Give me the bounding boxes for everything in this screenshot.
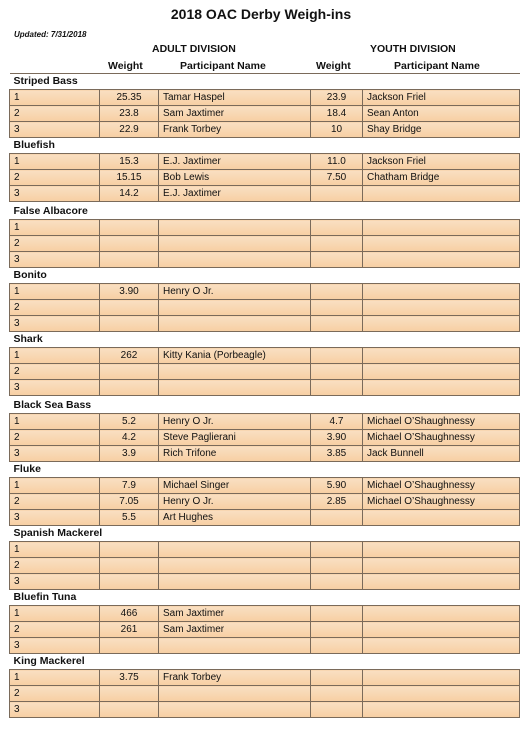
adult-weight-cell [100, 574, 159, 590]
species-name: False Albacore [10, 202, 520, 220]
adult-weight-cell: 5.5 [100, 510, 159, 526]
adult-participant-cell: Art Hughes [159, 510, 311, 526]
adult-weight-cell [100, 364, 159, 380]
adult-participant-cell [159, 638, 311, 654]
youth-participant-cell [363, 186, 520, 202]
youth-participant-cell: Jackson Friel [363, 90, 520, 106]
adult-weight-cell [100, 220, 159, 236]
youth-weight-cell [311, 380, 363, 396]
species-name: King Mackerel [10, 654, 520, 670]
adult-weight-cell: 14.2 [100, 186, 159, 202]
adult-participant-cell: Henry O Jr. [159, 414, 311, 430]
youth-weight-cell [311, 670, 363, 686]
youth-weight-cell: 18.4 [311, 106, 363, 122]
youth-participant-cell [363, 574, 520, 590]
adult-participant-cell: Frank Torbey [159, 122, 311, 138]
table-row [10, 122, 520, 138]
youth-weight-cell: 4.7 [311, 414, 363, 430]
table-row [10, 220, 520, 236]
rank-cell: 3 [10, 574, 100, 590]
adult-participant-header: Participant Name [180, 60, 266, 72]
youth-participant-cell [363, 236, 520, 252]
youth-participant-cell [363, 622, 520, 638]
adult-weight-cell: 5.2 [100, 414, 159, 430]
rank-cell: 3 [10, 702, 100, 718]
adult-weight-cell [100, 702, 159, 718]
youth-participant-cell: Michael O’Shaughnessy [363, 430, 520, 446]
adult-participant-cell: Rich Trifone [159, 446, 311, 462]
adult-weight-cell [100, 686, 159, 702]
table-row [10, 380, 520, 396]
adult-participant-cell: E.J. Jaxtimer [159, 186, 311, 202]
adult-weight-cell [100, 542, 159, 558]
table-row [10, 542, 520, 558]
adult-weight-cell [100, 638, 159, 654]
table-row [10, 670, 520, 686]
table-row [10, 622, 520, 638]
adult-participant-cell [159, 316, 311, 332]
table-row [10, 702, 520, 718]
species-name: Bluefish [10, 138, 520, 154]
youth-weight-cell [311, 686, 363, 702]
youth-participant-cell: Sean Anton [363, 106, 520, 122]
rank-cell: 2 [10, 364, 100, 380]
youth-division-heading: YOUTH DIVISION [370, 43, 456, 55]
page-title: 2018 OAC Derby Weigh-ins [170, 6, 352, 22]
table-row [10, 316, 520, 332]
adult-participant-cell: Steve Paglierani [159, 430, 311, 446]
section-header-row [10, 202, 520, 220]
adult-weight-cell: 7.9 [100, 478, 159, 494]
rank-cell: 3 [10, 122, 100, 138]
table-row [10, 90, 520, 106]
adult-weight-cell: 466 [100, 606, 159, 622]
weigh-ins-table [9, 73, 520, 718]
adult-participant-cell [159, 574, 311, 590]
section-header-row [10, 138, 520, 154]
adult-participant-cell: Frank Torbey [159, 670, 311, 686]
youth-participant-cell [363, 606, 520, 622]
adult-participant-cell [159, 686, 311, 702]
rank-cell: 1 [10, 220, 100, 236]
youth-participant-cell: Michael O’Shaughnessy [363, 494, 520, 510]
section-header-row [10, 332, 520, 348]
species-name: Shark [10, 332, 520, 348]
adult-weight-cell [100, 558, 159, 574]
section-header-row [10, 462, 520, 478]
updated-date: Updated: 7/31/2018 [14, 30, 87, 39]
adult-participant-cell [159, 364, 311, 380]
table-row [10, 236, 520, 252]
rank-cell: 2 [10, 622, 100, 638]
adult-participant-cell [159, 252, 311, 268]
rank-cell: 3 [10, 316, 100, 332]
species-name: Bluefin Tuna [10, 590, 520, 606]
species-name: Bonito [10, 268, 520, 284]
adult-participant-cell: Sam Jaxtimer [159, 106, 311, 122]
adult-weight-cell: 261 [100, 622, 159, 638]
youth-weight-cell [311, 186, 363, 202]
rank-cell: 1 [10, 90, 100, 106]
youth-weight-cell: 11.0 [311, 154, 363, 170]
youth-weight-header: Weight [316, 60, 351, 72]
youth-weight-cell [311, 574, 363, 590]
youth-participant-cell: Shay Bridge [363, 122, 520, 138]
youth-participant-cell: Chatham Bridge [363, 170, 520, 186]
rank-cell: 2 [10, 686, 100, 702]
adult-weight-cell: 3.9 [100, 446, 159, 462]
table-row [10, 606, 520, 622]
youth-participant-cell [363, 316, 520, 332]
youth-weight-cell: 23.9 [311, 90, 363, 106]
adult-participant-cell: Henry O Jr. [159, 494, 311, 510]
table-row [10, 478, 520, 494]
youth-weight-cell [311, 558, 363, 574]
adult-participant-cell: Michael Singer [159, 478, 311, 494]
rank-cell: 2 [10, 430, 100, 446]
youth-weight-cell: 5.90 [311, 478, 363, 494]
rank-cell: 2 [10, 300, 100, 316]
rank-cell: 1 [10, 478, 100, 494]
species-name: Black Sea Bass [10, 396, 520, 414]
adult-weight-cell: 15.3 [100, 154, 159, 170]
section-header-row [10, 74, 520, 90]
adult-participant-cell [159, 702, 311, 718]
table-row [10, 348, 520, 364]
youth-participant-cell [363, 510, 520, 526]
youth-weight-cell [311, 316, 363, 332]
table-row [10, 430, 520, 446]
adult-weight-cell: 22.9 [100, 122, 159, 138]
youth-participant-cell: Michael O’Shaughnessy [363, 414, 520, 430]
rank-cell: 1 [10, 542, 100, 558]
youth-participant-cell [363, 364, 520, 380]
adult-participant-cell [159, 220, 311, 236]
section-header-row [10, 396, 520, 414]
adult-weight-cell [100, 380, 159, 396]
rank-cell: 1 [10, 606, 100, 622]
youth-participant-cell [363, 542, 520, 558]
rank-cell: 3 [10, 446, 100, 462]
youth-participant-cell: Michael O’Shaughnessy [363, 478, 520, 494]
youth-weight-cell: 10 [311, 122, 363, 138]
section-header-row [10, 590, 520, 606]
rank-cell: 1 [10, 348, 100, 364]
adult-participant-cell [159, 380, 311, 396]
rank-cell: 2 [10, 494, 100, 510]
table-row [10, 106, 520, 122]
rank-cell: 1 [10, 284, 100, 300]
table-row [10, 364, 520, 380]
youth-participant-cell [363, 638, 520, 654]
section-header-row [10, 268, 520, 284]
youth-participant-cell [363, 252, 520, 268]
youth-weight-cell [311, 252, 363, 268]
adult-weight-cell [100, 300, 159, 316]
youth-weight-cell: 3.90 [311, 430, 363, 446]
section-header-row [10, 526, 520, 542]
youth-participant-cell [363, 670, 520, 686]
youth-weight-cell [311, 236, 363, 252]
table-row [10, 300, 520, 316]
rank-cell: 2 [10, 170, 100, 186]
species-name: Spanish Mackerel [10, 526, 520, 542]
table-row [10, 186, 520, 202]
youth-weight-cell [311, 638, 363, 654]
adult-participant-cell: Kitty Kania (Porbeagle) [159, 348, 311, 364]
rank-cell: 2 [10, 236, 100, 252]
table-row [10, 154, 520, 170]
youth-weight-cell: 3.85 [311, 446, 363, 462]
rank-cell: 3 [10, 510, 100, 526]
youth-weight-cell [311, 622, 363, 638]
rank-cell: 2 [10, 558, 100, 574]
adult-participant-cell [159, 300, 311, 316]
youth-participant-cell [363, 558, 520, 574]
youth-weight-cell [311, 364, 363, 380]
adult-participant-cell: Sam Jaxtimer [159, 622, 311, 638]
youth-weight-cell [311, 300, 363, 316]
youth-participant-cell: Jackson Friel [363, 154, 520, 170]
youth-weight-cell [311, 284, 363, 300]
adult-weight-cell [100, 236, 159, 252]
adult-participant-cell [159, 542, 311, 558]
rank-cell: 2 [10, 106, 100, 122]
adult-weight-cell: 262 [100, 348, 159, 364]
youth-participant-cell [363, 348, 520, 364]
adult-participant-cell: Sam Jaxtimer [159, 606, 311, 622]
adult-participant-cell [159, 236, 311, 252]
table-row [10, 558, 520, 574]
adult-participant-cell: E.J. Jaxtimer [159, 154, 311, 170]
youth-participant-cell [363, 686, 520, 702]
adult-participant-cell: Tamar Haspel [159, 90, 311, 106]
rank-cell: 3 [10, 638, 100, 654]
youth-participant-cell [363, 702, 520, 718]
table-row [10, 574, 520, 590]
youth-weight-cell [311, 510, 363, 526]
rank-cell: 3 [10, 186, 100, 202]
rank-cell: 1 [10, 414, 100, 430]
adult-participant-cell: Bob Lewis [159, 170, 311, 186]
adult-weight-cell: 3.75 [100, 670, 159, 686]
youth-weight-cell [311, 606, 363, 622]
rank-cell: 3 [10, 380, 100, 396]
adult-weight-cell: 3.90 [100, 284, 159, 300]
adult-weight-cell [100, 316, 159, 332]
youth-weight-cell: 7.50 [311, 170, 363, 186]
youth-weight-cell: 2.85 [311, 494, 363, 510]
adult-participant-cell: Henry O Jr. [159, 284, 311, 300]
adult-weight-cell: 7.05 [100, 494, 159, 510]
section-header-row [10, 654, 520, 670]
table-row [10, 494, 520, 510]
youth-weight-cell [311, 542, 363, 558]
adult-weight-cell [100, 252, 159, 268]
table-row [10, 284, 520, 300]
youth-weight-cell [311, 348, 363, 364]
table-row [10, 446, 520, 462]
rank-cell: 1 [10, 670, 100, 686]
adult-weight-cell: 15.15 [100, 170, 159, 186]
table-row [10, 170, 520, 186]
adult-weight-cell: 23.8 [100, 106, 159, 122]
youth-participant-cell [363, 300, 520, 316]
youth-participant-cell [363, 220, 520, 236]
rank-cell: 3 [10, 252, 100, 268]
adult-weight-cell: 4.2 [100, 430, 159, 446]
youth-participant-header: Participant Name [394, 60, 480, 72]
table-row [10, 414, 520, 430]
species-name: Fluke [10, 462, 520, 478]
youth-participant-cell: Jack Bunnell [363, 446, 520, 462]
table-row [10, 686, 520, 702]
table-row [10, 252, 520, 268]
youth-participant-cell [363, 380, 520, 396]
youth-weight-cell [311, 702, 363, 718]
species-name: Striped Bass [10, 74, 520, 90]
youth-participant-cell [363, 284, 520, 300]
youth-weight-cell [311, 220, 363, 236]
table-row [10, 510, 520, 526]
adult-participant-cell [159, 558, 311, 574]
rank-cell: 1 [10, 154, 100, 170]
table-row [10, 638, 520, 654]
adult-division-heading: ADULT DIVISION [152, 43, 236, 55]
adult-weight-header: Weight [108, 60, 143, 72]
adult-weight-cell: 25.35 [100, 90, 159, 106]
